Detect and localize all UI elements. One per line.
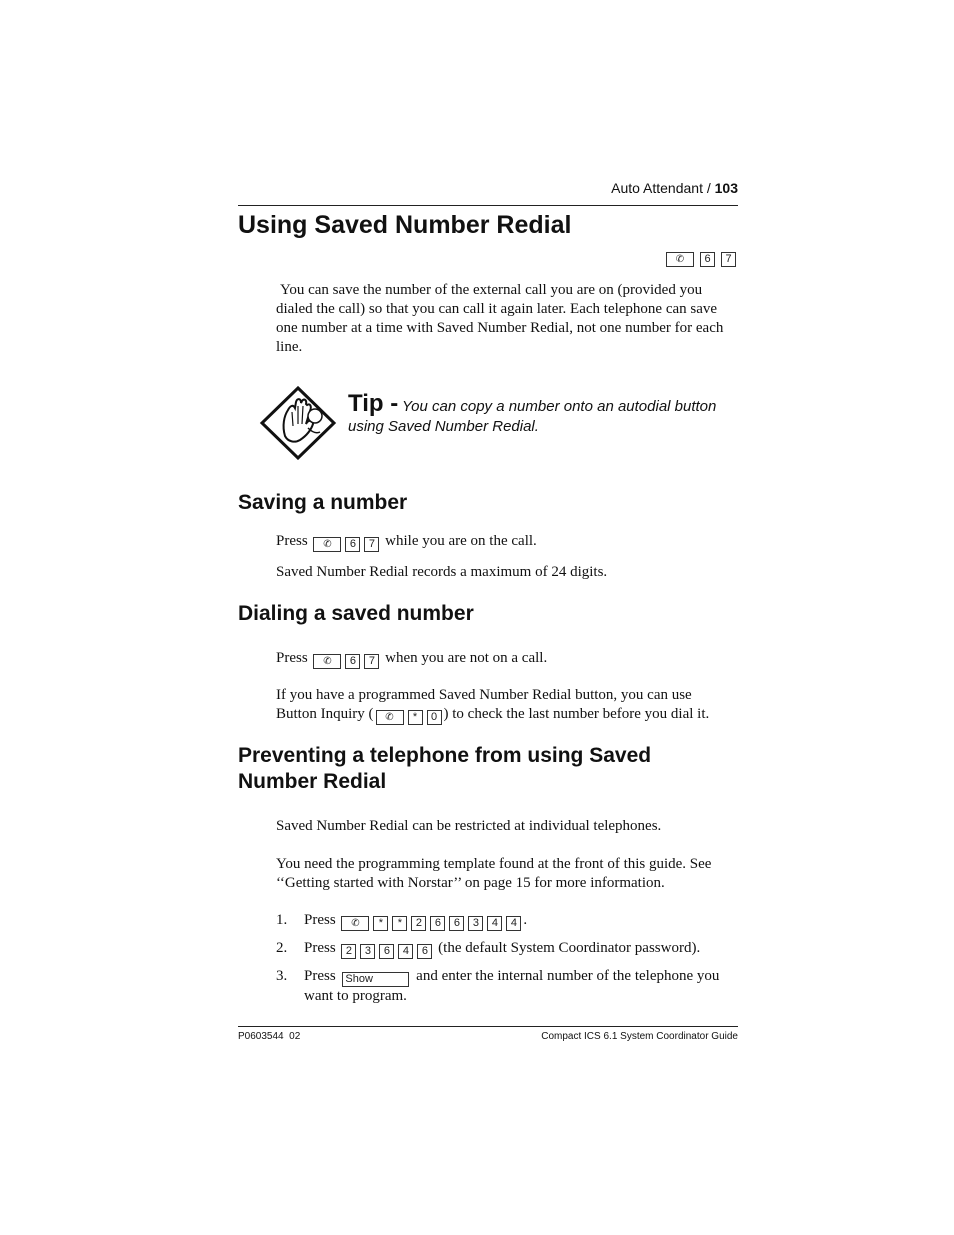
saving-instruction: [276, 532, 742, 552]
preventing-heading-line1: Preventing a telephone from using Saved: [238, 744, 652, 767]
step-2-tail: (the default System Coordinator password).: [438, 940, 701, 956]
key-star: *: [408, 710, 423, 725]
feature-key-icon: ✆: [666, 252, 694, 267]
running-head: [611, 180, 738, 196]
page-number: 103: [714, 180, 738, 196]
key-6: 6: [700, 252, 715, 267]
preventing-para2-line1: You need the programming template found at the front of this guide. See: [276, 856, 712, 872]
feature-key-icon: ✆: [376, 710, 404, 725]
key-6: 6: [345, 654, 360, 669]
feature-key-icon: ✆: [313, 537, 341, 552]
page-title: Using Saved Number Redial: [238, 211, 572, 239]
dialing-para-line1: If you have a programmed Saved Number Redial button, you can use: [276, 687, 692, 703]
tip-label: Tip -: [348, 390, 399, 417]
press-word: Press: [304, 912, 336, 928]
key-3: 3: [360, 944, 375, 959]
dialing-para-line2-post: ) to check the last number before you dial it.: [443, 706, 710, 722]
key-6: 6: [345, 537, 360, 552]
tip-callout: [348, 390, 748, 437]
saving-note: Saved Number Redial records a maximum of 24 digits.: [276, 564, 608, 580]
step-number: 3.: [276, 968, 288, 984]
key-star: *: [373, 916, 388, 931]
saving-tail: while you are on the call.: [385, 533, 537, 549]
dialing-tail: when you are not on a call.: [385, 650, 548, 666]
title-key-sequence: [666, 252, 736, 267]
footer-document-number: P0603544 02: [238, 1031, 301, 1042]
hand-stop-icon: [258, 386, 338, 460]
step-number: 2.: [276, 940, 288, 956]
preventing-para2: [276, 855, 742, 893]
tip-text-line2: using Saved Number Redial.: [348, 418, 539, 435]
key-4: 4: [398, 944, 413, 959]
header-rule: [238, 205, 738, 206]
press-word: Press: [276, 533, 308, 549]
key-7: 7: [364, 654, 379, 669]
dialing-para-line2-pre: Button Inquiry (: [276, 706, 374, 722]
section-heading-preventing: [238, 743, 651, 795]
key-2: 2: [411, 916, 426, 931]
show-key: Show: [342, 972, 409, 987]
footer-rule: [238, 1026, 738, 1027]
key-4: 4: [506, 916, 521, 931]
key-7: 7: [721, 252, 736, 267]
key-4: 4: [487, 916, 502, 931]
key-7: 7: [364, 537, 379, 552]
dialing-instruction: [276, 649, 742, 669]
running-head-separator: /: [706, 180, 711, 196]
footer-guide-title: Compact ICS 6.1 System Coordinator Guide: [541, 1031, 738, 1042]
key-6: 6: [449, 916, 464, 931]
key-2: 2: [341, 944, 356, 959]
press-word: Press: [304, 968, 336, 984]
preventing-para2-line2: ‘‘Getting started with Norstar’’ on page 15 for more information.: [276, 875, 665, 891]
key-star: *: [392, 916, 407, 931]
section-heading-saving: Saving a number: [238, 491, 408, 514]
tip-text-line1: You can copy a number onto an autodial button: [401, 398, 717, 415]
step-3-tail-line1: and enter the internal number of the telephone you: [416, 968, 720, 984]
press-word: Press: [276, 650, 308, 666]
feature-key-icon: ✆: [313, 654, 341, 669]
press-word: Press: [304, 940, 336, 956]
key-0: 0: [427, 710, 442, 725]
preventing-heading-line2: Number Redial: [238, 770, 387, 793]
step-3-tail-line2: want to program.: [304, 988, 407, 1004]
step-2: [304, 939, 744, 959]
dialing-paragraph: [276, 686, 742, 725]
step-3: [304, 967, 744, 1006]
key-3: 3: [468, 916, 483, 931]
step-1-tail: .: [523, 912, 528, 928]
key-6: 6: [379, 944, 394, 959]
running-head-section: Auto Attendant: [611, 180, 703, 196]
key-6: 6: [417, 944, 432, 959]
feature-key-icon: ✆: [341, 916, 369, 931]
intro-paragraph: You can save the number of the external call you are on (provided you dialed the call) so that you can call it again later. Each telephone can save one number at a time with Saved Number Redial, not one number for each line.: [276, 282, 724, 355]
step-1: [304, 911, 744, 931]
step-number: 1.: [276, 912, 288, 928]
preventing-para1: Saved Number Redial can be restricted at individual telephones.: [276, 818, 662, 834]
key-6: 6: [430, 916, 445, 931]
section-heading-dialing: Dialing a saved number: [238, 602, 474, 625]
